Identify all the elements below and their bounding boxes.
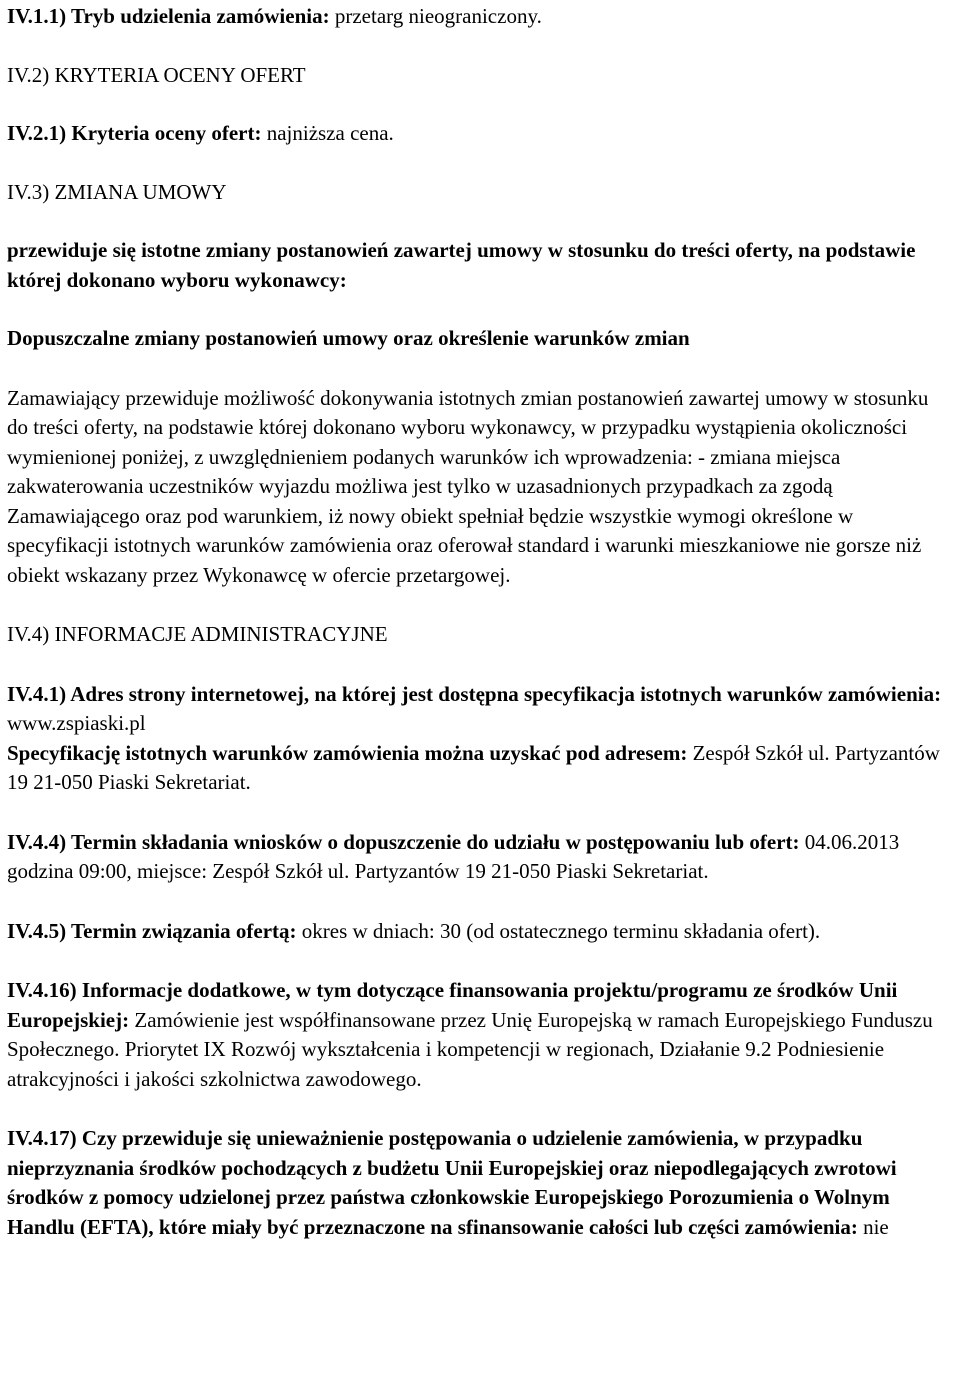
section-iv-2-heading: IV.2) KRYTERIA OCENY OFERT — [7, 62, 306, 87]
section-iv-4-heading: IV.4) INFORMACJE ADMINISTRACYJNE — [7, 622, 388, 646]
section-iv-4-16-label: IV.4.16) Informacje dodatkowe, w tym dotyczące finansowania projektu/programu ze środków Unii Europejskiej: — [7, 978, 898, 1032]
section-iv-3-heading: IV.3) ZMIANA UMOWY — [7, 179, 227, 204]
section-iv-4-1 — [7, 680, 954, 739]
siwz-address-label: Specyfikację istotnych warunków zamówienia można uzyskać pod adresem: — [7, 740, 688, 765]
section-iv-4-17-label: IV.4.17) Czy przewiduje się unieważnienie postępowania o udzielenie zamówienia, w przypadku nieprzyznania środków pochodzących z budżetu Unii Europejskiej oraz niepodlegających zwrotowi środków z pomocy udzielonej przez państwa członkowskie Europejskiego Porozumienia o Wolnym Handlu (EFTA), które miały być przeznaczone na sfinansowanie całości lub części zamówienia: — [7, 1126, 897, 1239]
section-iv-1-1 — [7, 2, 954, 32]
section-iv-4-4 — [7, 828, 954, 887]
section-iv-2-1-label: IV.2.1) Kryteria oceny ofert: — [7, 121, 262, 145]
section-iv-2-1-value: najniższa cena. — [261, 121, 394, 145]
siwz-address-value: Zespół Szkół ul. Partyzantów 19 21-050 Piaski Sekretariat. — [7, 740, 940, 794]
section-iv-1-1-value: przetarg nieograniczony. — [329, 4, 542, 28]
section-iv-1-1-label: IV.1.1) Tryb udzielenia zamówienia: — [7, 4, 330, 28]
website-url: www.zspiaski.pl — [7, 711, 146, 735]
section-iv-2-1 — [7, 119, 954, 149]
section-iv-4-4-label: IV.4.4) Termin składania wniosków o dopuszczenie do udziału w postępowaniu lub ofert: — [7, 829, 800, 854]
section-iv-4-5-value: okres w dniach: 30 (od ostatecznego terminu składania ofert). — [296, 918, 821, 943]
section-iv-4-17 — [7, 1124, 954, 1242]
section-iv-4-5-label: IV.4.5) Termin związania ofertą: — [7, 918, 297, 943]
section-iv-4-5 — [7, 917, 954, 947]
section-iv-4-4-value: 04.06.2013 godzina 09:00, miejsce: Zespół Szkół ul. Partyzantów 19 21-050 Piaski Sekretariat. — [7, 829, 900, 883]
section-iv-4-16 — [7, 976, 954, 1094]
section-iv-3-body: Zamawiający przewiduje możliwość dokonywania istotnych zmian postanowień zawartej umowy w stosunku do treści oferty, na podstawie której dokonano wyboru wykonawcy, w przypadku wystąpienia okoliczności wymienionej poniżej, z uwzględnieniem podanych warunków ich wprowadzenia: - zmiana miejsca zakwaterowania uczestników wyjazdu możliwa jest tylko w uzasadnionych przypadkach za zgodą Zamawiającego oraz pod warunkiem, iż nowy obiekt spełniał będzie wszystkie wymogi określone w specyfikacji istotnych warunków zamówienia oraz oferował standard i warunki mieszkaniowe nie gorsze niż obiekt wskazany przez Wykonawcę w ofercie przetargowej. — [7, 385, 929, 587]
section-iv-4-1-label: IV.4.1) Adres strony internetowej, na której jest dostępna specyfikacja istotnych warunków zamówienia: — [7, 681, 942, 706]
section-iv-4-16-value: Zamówienie jest współfinansowane przez Unię Europejską w ramach Europejskiego Funduszu Społecznego. Priorytet IX Rozwój wykształcenia i kompetencji w regionach, Działanie 9.2 Podniesienie atrakcyjności i jakości szkolnictwa zawodowego. — [7, 1007, 933, 1091]
section-iv-3-intro: przewiduje się istotne zmiany postanowień zawartej umowy w stosunku do treści oferty, na podstawie której dokonano wyboru wykonawcy: — [7, 238, 916, 292]
section-iv-3-subheading: Dopuszczalne zmiany postanowień umowy oraz określenie warunków zmian — [7, 326, 690, 350]
siwz-address — [7, 739, 954, 798]
section-iv-4-17-value: nie — [857, 1214, 889, 1239]
